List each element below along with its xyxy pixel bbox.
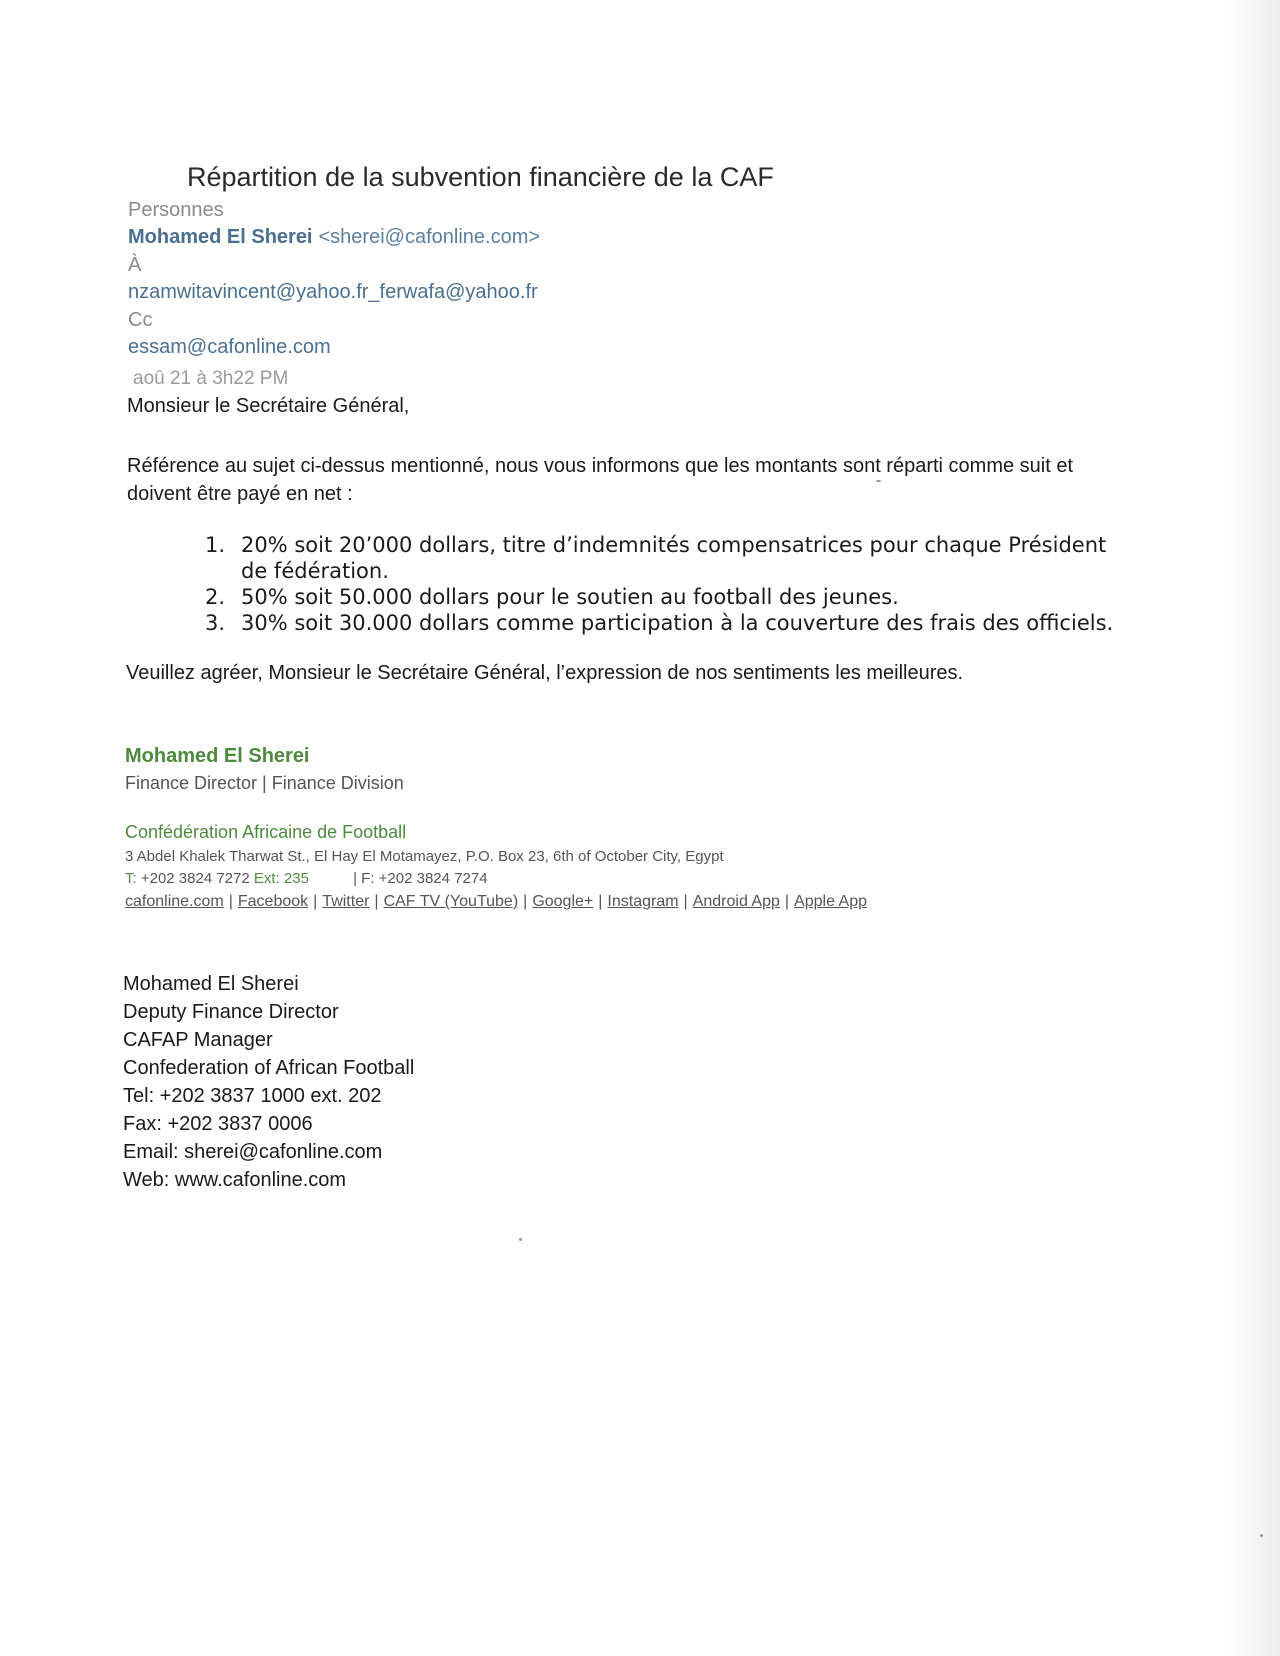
salutation: Monsieur le Secrétaire Général,	[127, 395, 410, 417]
signature-phone-line	[125, 870, 488, 887]
signature-links: cafonline.com | Facebook | Twitter | CAF TV (YouTube) | Google+ | Instagram | Android App | Apple App	[125, 893, 867, 910]
link-instagram[interactable]: Instagram	[607, 893, 679, 910]
scan-speck	[1260, 1534, 1263, 1537]
list-item	[205, 532, 1115, 584]
link-android-app[interactable]: Android App	[692, 893, 780, 910]
sig2-fax: Fax: +202 3837 0006	[123, 1113, 313, 1135]
fax-number: | F: +202 3824 7274	[353, 870, 488, 887]
sig2-title: Deputy Finance Director	[123, 1001, 339, 1023]
sender-email: <sherei@cafonline.com>	[318, 226, 541, 248]
list-item	[205, 610, 1115, 636]
signature-address: 3 Abdel Khalek Tharwat St., El Hay El Motamayez, P.O. Box 23, 6th of October City, Egypt	[125, 848, 724, 865]
list-number: 3.	[205, 611, 226, 635]
link-apple-app[interactable]: Apple App	[794, 893, 867, 910]
list-number: 2.	[205, 585, 226, 609]
scan-edge-shadow	[1228, 0, 1280, 1656]
email-subject: Répartition de la subvention financière de la CAF	[187, 162, 774, 192]
link-google-plus[interactable]: Google+	[532, 893, 594, 910]
sig2-email: Email: sherei@cafonline.com	[123, 1141, 383, 1163]
signature-organization: Confédération Africaine de Football	[125, 822, 407, 842]
sender-line	[128, 226, 540, 249]
phone-prefix: T:	[125, 870, 137, 887]
signature-name: Mohamed El Sherei	[125, 745, 310, 767]
cc-label: Cc	[128, 309, 153, 331]
reference-paragraph: Référence au sujet ci-dessus mentionné, nous vous informons que les montants sont réparti comme suit et doivent être payé en net :	[127, 455, 1074, 505]
link-cafonline[interactable]: cafonline.com	[125, 893, 224, 910]
scan-speck	[876, 480, 881, 482]
ext-label: Ext:	[253, 870, 280, 887]
sender-name: Mohamed El Sherei	[128, 226, 313, 248]
list-number: 1.	[205, 533, 226, 557]
closing-line: Veuillez agréer, Monsieur le Secrétaire Général, l’expression de nos sentiments les meilleures.	[126, 662, 964, 684]
sig2-web: Web: www.cafonline.com	[123, 1169, 347, 1191]
signature-title: Finance Director | Finance Division	[125, 773, 404, 793]
list-text: 20% soit 20’000 dollars, titre d’indemnités compensatrices pour chaque Président de fédération.	[241, 533, 1107, 583]
to-label: À	[128, 254, 142, 276]
link-twitter[interactable]: Twitter	[322, 893, 370, 910]
sig2-name: Mohamed El Sherei	[123, 973, 299, 995]
sig2-tel: Tel: +202 3837 1000 ext. 202	[123, 1085, 382, 1107]
ext-number: 235	[283, 870, 309, 887]
phone-number: +202 3824 7272	[140, 870, 250, 887]
cc-recipients: essam@cafonline.com	[128, 336, 331, 358]
list-text: 30% soit 30.000 dollars comme participation à la couverture des frais des officiels.	[241, 611, 1114, 635]
sig2-role: CAFAP Manager	[123, 1029, 273, 1051]
to-recipients: nzamwitavincent@yahoo.fr_ferwafa@yahoo.fr	[128, 281, 538, 303]
link-caf-tv[interactable]: CAF TV (YouTube)	[383, 893, 519, 910]
list-item	[205, 584, 1115, 610]
email-date: aoû 21 à 3h22 PM	[133, 368, 289, 389]
people-label: Personnes	[128, 199, 224, 221]
secondary-signature	[123, 970, 414, 1194]
sig2-organization: Confederation of African Football	[123, 1057, 415, 1079]
scan-speck	[519, 1238, 522, 1241]
list-text: 50% soit 50.000 dollars pour le soutien au football des jeunes.	[241, 585, 899, 609]
allocation-list	[205, 532, 1115, 636]
link-facebook[interactable]: Facebook	[237, 893, 309, 910]
